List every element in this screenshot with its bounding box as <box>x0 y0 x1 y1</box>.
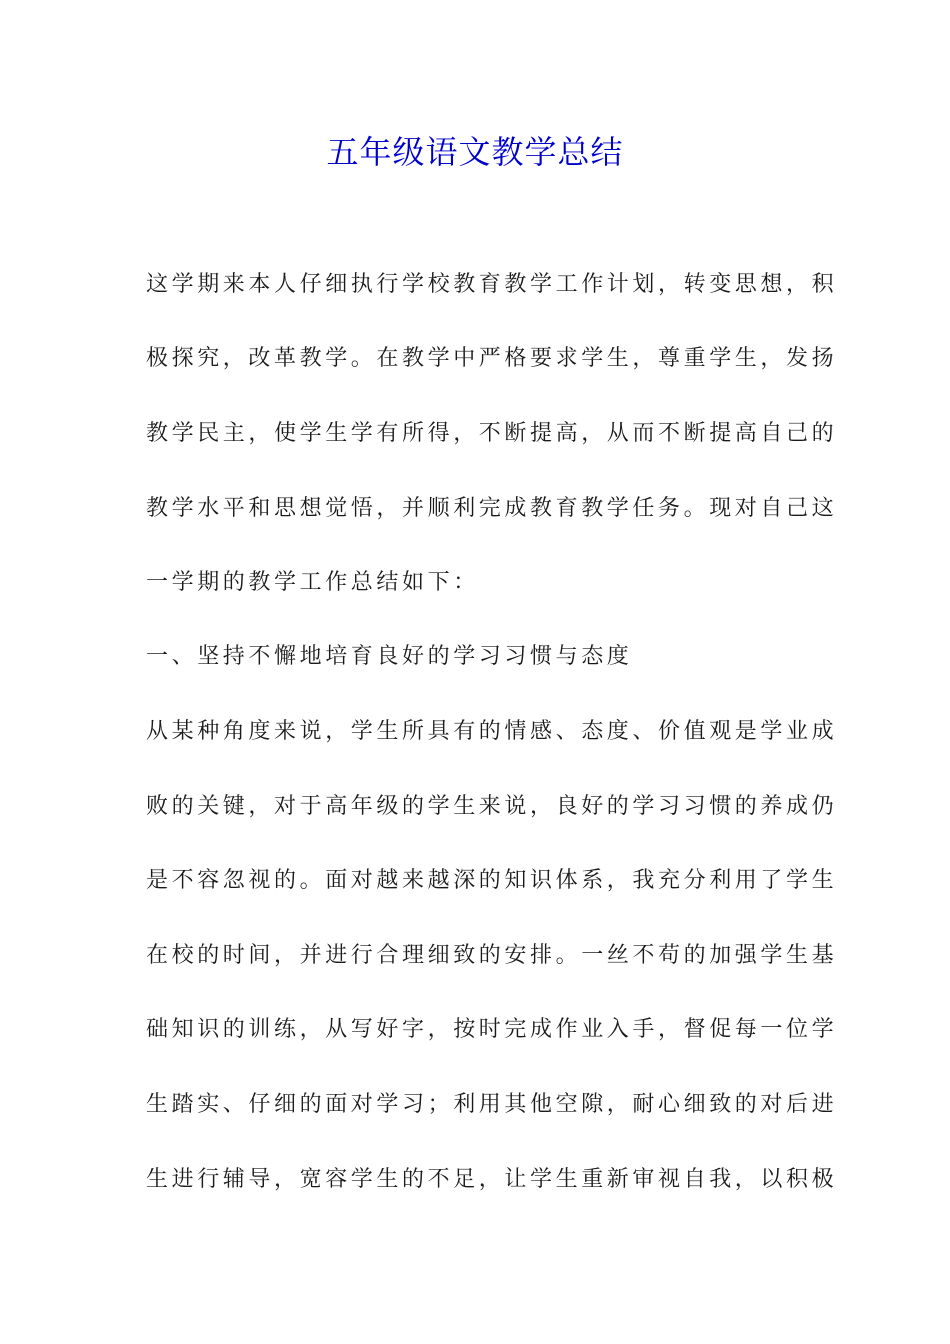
body-line-12: 生踏实、仔细的面对学习；利用其他空隙，耐心细致的对后进 <box>146 1092 838 1117</box>
body-line-10: 在校的时间，并进行合理细致的安排。一丝不苟的加强学生基 <box>146 943 838 968</box>
body-line-8: 败的关键，对于高年级的学生来说，良好的学习习惯的养成仍 <box>146 794 838 819</box>
body-line-13: 生进行辅导，宽容学生的不足，让学生重新审视自我，以积极 <box>146 1167 838 1192</box>
body-line-7: 从某种角度来说，学生所具有的情感、态度、价值观是学业成 <box>146 719 838 744</box>
body-line-4: 教学水平和思想觉悟，并顺利完成教育教学任务。现对自己这 <box>146 496 838 521</box>
body-line-5: 一学期的教学工作总结如下： <box>146 570 479 595</box>
body-line-9: 是不容忽视的。面对越来越深的知识体系，我充分利用了学生 <box>146 868 838 893</box>
body-line-11: 础知识的训练，从写好字，按时完成作业入手，督促每一位学 <box>146 1017 838 1042</box>
document-title: 五年级语文教学总结 <box>326 133 624 171</box>
body-line-3: 教学民主，使学生学有所得，不断提高，从而不断提高自己的 <box>146 421 838 446</box>
body-line-2: 极探究，改革教学。在教学中严格要求学生，尊重学生，发扬 <box>146 346 838 371</box>
body-line-1: 这学期来本人仔细执行学校教育教学工作计划，转变思想，积 <box>146 272 838 297</box>
section-heading-1: 一、坚持不懈地培育良好的学习习惯与态度 <box>146 644 633 669</box>
